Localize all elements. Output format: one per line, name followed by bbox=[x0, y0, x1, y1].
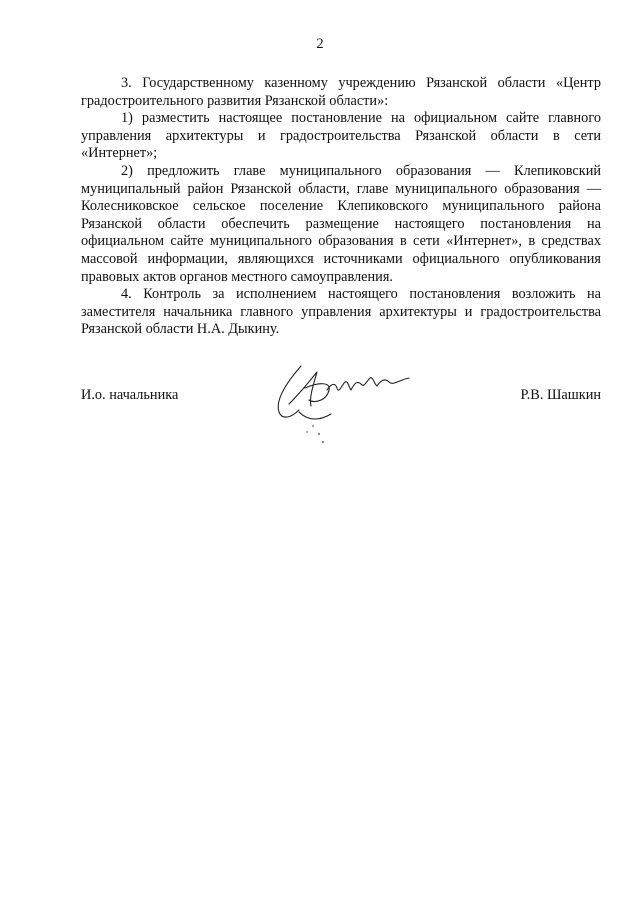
paragraph-3-2: 2) предложить главе муниципального образования — Клепиковский муниципальный район Рязанской области, главе муниципального образования — Колесниковское сельское поселение Клепиковского муниципального района Рязанской области обеспечить размещение настоящего постановления на официальном сайте муниципального образования в сети «Интернет», в средствах массовой информации, являющихся источниками официального опубликования правовых актов органов местного самоуправления. bbox=[81, 162, 601, 285]
paragraph-4: 4. Контроль за исполнением настоящего постановления возложить на заместителя начальника главного управления архитектуры и градостроительства Рязанской области Н.А. Дыкину. bbox=[81, 286, 601, 338]
paragraph-3-1: 1) разместить настоящее постановление на официальном сайте главного управления архитектуры и градостроительства Рязанской области в сети «Интернет»; bbox=[81, 110, 601, 162]
signatory-position: И.о. начальника bbox=[81, 387, 179, 403]
page-number: 2 bbox=[316, 36, 324, 52]
signature-block bbox=[81, 380, 601, 470]
document-body bbox=[81, 75, 601, 339]
signatory-name: Р.В. Шашкин bbox=[520, 387, 601, 403]
handwritten-signature bbox=[269, 360, 429, 450]
paragraph-3: 3. Государственному казенному учреждению Рязанской области «Центр градостроительного развития Рязанской области»: bbox=[81, 75, 601, 109]
